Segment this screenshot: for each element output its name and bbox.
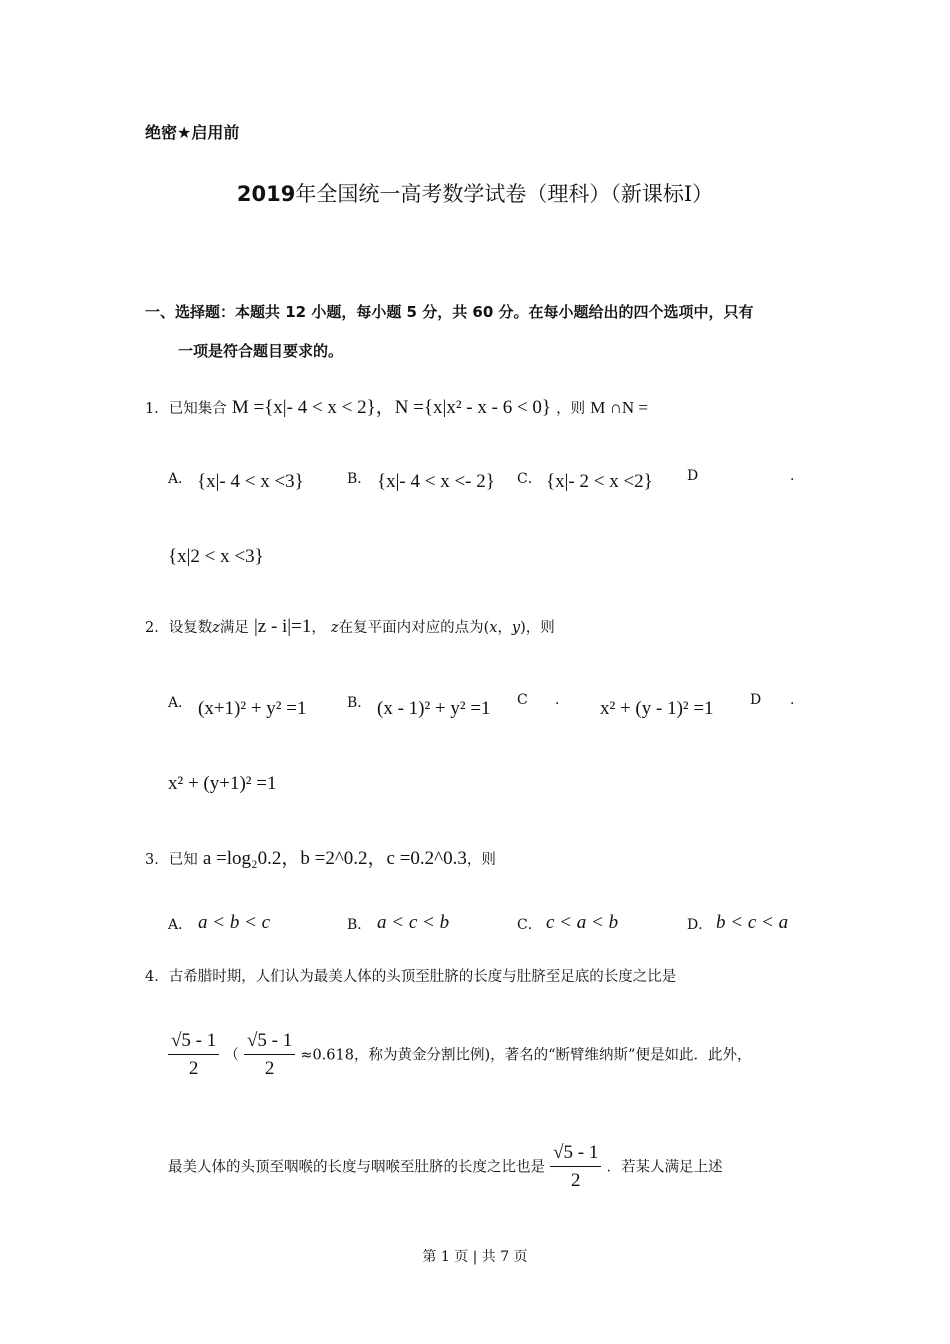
q3-option-c-label: C． (517, 917, 542, 933)
q4-paren-open: （ (224, 1047, 239, 1064)
page-title (0, 178, 950, 208)
q1-option-d-label: D (687, 468, 699, 484)
q2-option-b-expr: (x - 1)² + y² =1 (377, 698, 491, 719)
q2-abs-expression: |z - i|=1 (253, 616, 312, 637)
q4-line2 (168, 1030, 751, 1080)
q2-option-c-expr: x² + (y - 1)² =1 (600, 698, 714, 719)
q3-option-b-expr: a < c < b (377, 912, 450, 933)
q2-point-x: x (489, 620, 498, 636)
q3-option-c-expr: c < a < b (546, 912, 619, 933)
q1-set-expression: M ={x|- 4 < x < 2}，N ={x|x² - x - 6 < 0} (231, 397, 552, 418)
q2-option-b-label: B． (347, 695, 372, 711)
q2-option-d-dot: . (790, 692, 795, 708)
q1-option-c-label: C． (517, 471, 542, 487)
q2-option-c-dot: . (555, 692, 560, 708)
fraction-numerator-2: √5 - 1 (244, 1030, 295, 1055)
q2-option-a-label: A． (168, 695, 193, 711)
q1-option-d-dot: . (790, 468, 795, 484)
q3-option-a-label: A． (168, 917, 193, 933)
q1-stem-mid: ，则 (556, 401, 586, 417)
q2-stem-rest: 在复平面内对应的点为( (338, 620, 490, 636)
q2-var-z-2: z (330, 620, 339, 636)
golden-ratio-fraction-3 (550, 1142, 601, 1192)
q2-point-sep: ， (497, 620, 512, 636)
q3-stem-prefix: 3．已知 (145, 852, 198, 868)
q2-option-d-expr: x² + (y+1)² =1 (168, 773, 277, 794)
q1-option-b-label: B． (347, 471, 372, 487)
q1-intersection-expression: M ∩N = (590, 398, 648, 417)
question-3-stem (145, 843, 496, 870)
q3-option-a-expr: a < b < c (198, 912, 271, 933)
q3-option-d-expr: b < c < a (716, 912, 789, 933)
q2-stem-end: )，则 (520, 620, 555, 636)
q3-expression: a =log₂0.2，b =2^0.2，c =0.2^0.3 (202, 848, 467, 869)
golden-ratio-fraction (168, 1030, 219, 1080)
q1-option-a-expr: {x|- 4 < x <3} (197, 471, 304, 492)
q2-option-a-expr: (x+1)² + y² =1 (198, 698, 307, 719)
q4-line3-suffix: ．若某人满足上述 (606, 1159, 723, 1176)
fraction-numerator: √5 - 1 (168, 1030, 219, 1055)
question-4-stem: 4．古希腊时期，人们认为最美人体的头顶至肚脐的长度与肚脐至足底的长度之比是 (145, 969, 677, 985)
q4-line3 (168, 1142, 722, 1192)
q3-option-b-label: B． (347, 917, 372, 933)
q1-option-b-expr: {x|- 4 < x <- 2} (377, 471, 495, 492)
q2-option-d-label: D (750, 692, 762, 708)
question-2-stem (145, 616, 555, 638)
q1-option-a-label: A． (168, 471, 193, 487)
q3-option-d-label: D． (687, 917, 713, 933)
q4-line3-prefix: 最美人体的头顶至咽喉的长度与咽喉至肚脐的长度之比也是 (168, 1159, 545, 1176)
page-number: 第 1 页 | 共 7 页 (422, 1249, 528, 1265)
golden-ratio-fraction-2 (244, 1030, 295, 1080)
title-year: 2019 (236, 182, 296, 206)
confidential-label: 绝密★启用前 (145, 123, 240, 142)
fraction-denominator-3: 2 (570, 1170, 581, 1191)
q2-stem-mid1: 满足 (219, 620, 249, 636)
section-heading-line1: 一、选择题：本题共 12 小题，每小题 5 分，共 60 分。在每小题给出的四个选项中，只有 (145, 303, 754, 321)
q4-line2-rest: ≈0.618，称为黄金分割比例)，著名的“断臂维纳斯”便是如此．此外， (300, 1047, 752, 1064)
q2-option-c-label: C (517, 692, 528, 708)
q2-stem-mid2: ， (311, 620, 326, 636)
section-heading-line2: 一项是符合题目要求的。 (178, 342, 344, 360)
q2-var-z: z (212, 620, 220, 636)
q2-point-y: y (511, 620, 521, 636)
title-text: 年全国统一高考数学试卷（理科）（新课标Ⅰ） (295, 182, 714, 206)
fraction-denominator-2: 2 (264, 1058, 275, 1079)
q1-stem-prefix: 1．已知集合 (145, 401, 227, 417)
q2-stem-prefix: 2．设复数 (145, 620, 213, 636)
q1-option-c-expr: {x|- 2 < x <2} (546, 471, 653, 492)
question-1-stem (145, 392, 648, 419)
q3-stem-end: ，则 (466, 852, 496, 868)
q1-option-d-expr: {x|2 < x <3} (168, 546, 264, 567)
fraction-denominator: 2 (188, 1058, 199, 1079)
fraction-numerator-3: √5 - 1 (550, 1142, 601, 1167)
